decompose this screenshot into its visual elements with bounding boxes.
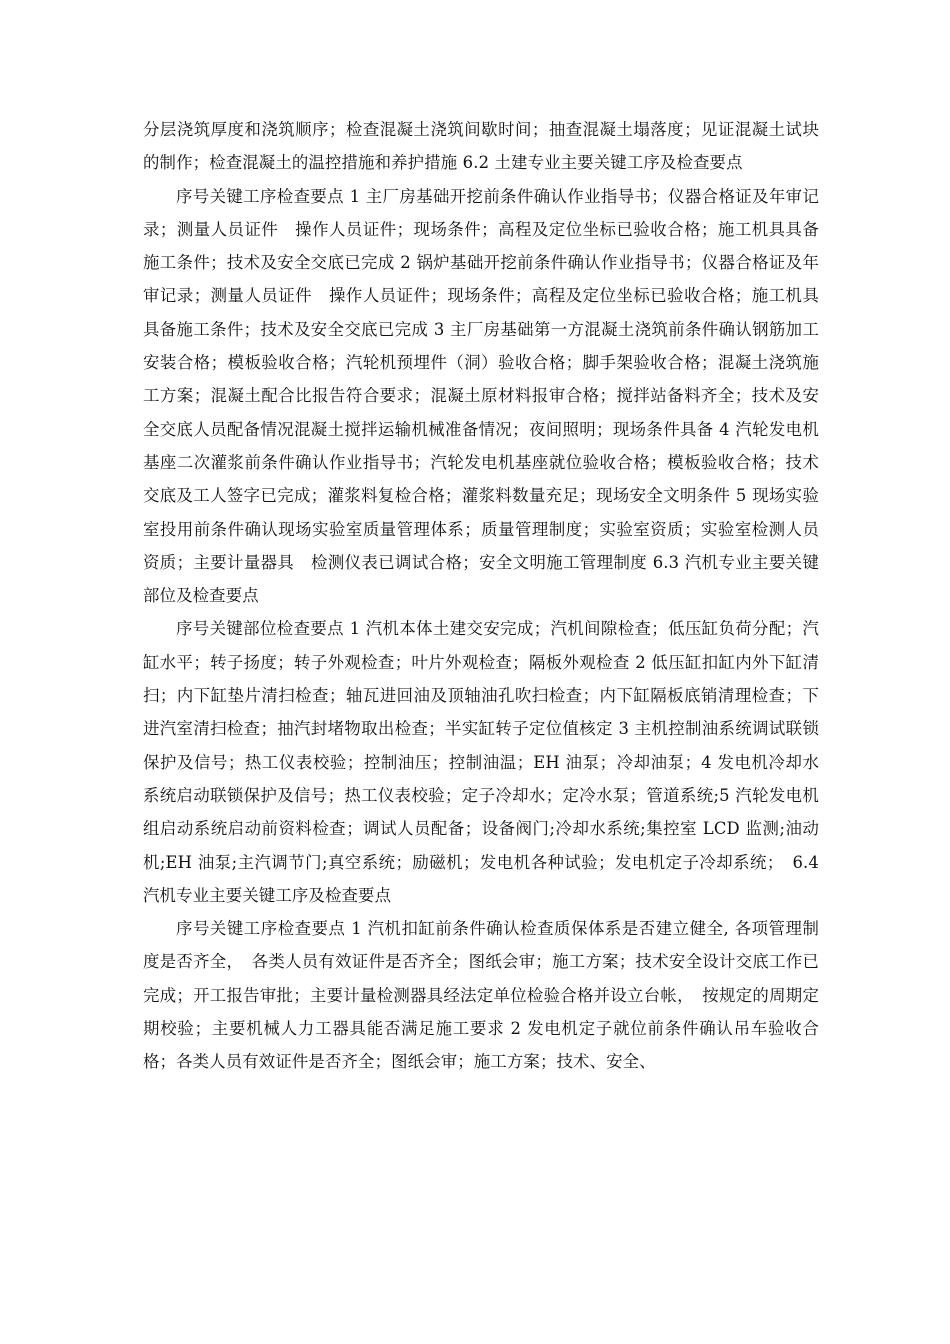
paragraph-4: 序号关键工序检查要点 1 汽机扣缸前条件确认检查质保体系是否建立健全, 各项管理制度是否齐全， 各类人员有效证件是否齐全；图纸会审；施工方案；技术安全设计交底工作已完成；开工报告审批；主要计量检测器具经法定单位检验合格并设立台帐， 按规定的周期定期校验；主要机械人力工器具能否满足施工要求 2 发电机定子就位前条件确认吊车验收合格；各类人员有效证件是否齐全；图纸会审；施工方案；技术、安全、: [143, 919, 819, 1072]
document-body: [143, 113, 819, 1079]
paragraph-1: 分层浇筑厚度和浇筑顺序；检查混凝土浇筑间歇时间；抽查混凝土塌落度；见证混凝土试块的制作；检查混凝土的温控措施和养护措施 6.2 土建专业主要关键工序及检查要点: [143, 120, 819, 173]
paragraph-2: 序号关键工序检查要点 1 主厂房基础开挖前条件确认作业指导书；仪器合格证及年审记录；测量人员证件 操作人员证件；现场条件；高程及定位坐标已验收合格；施工机具具备施工条件；技术及安全交底已完成 2 锅炉基础开挖前条件确认作业指导书；仪器合格证及年审记录；测量人员证件 操作人员证件；现场条件；高程及定位坐标已验收合格；施工机具具备施工条件；技术及安全交底已完成 3 主厂房基础第一方混凝土浇筑前条件确认钢筋加工安装合格；模板验收合格；汽轮机预埋件（洞）验收合格；脚手架验收合格；混凝土浇筑施工方案；混凝土配合比报告符合要求；混凝土原材料报审合格；搅拌站备料齐全；技术及安全交底人员配备情况混凝土搅拌运输机械准备情况；夜间照明；现场条件具备 4 汽轮发电机基座二次灌浆前条件确认作业指导书；汽轮发电机基座就位验收合格；模板验收合格；技术交底及工人签字已完成；灌浆料复检合格；灌浆料数量充足；现场安全文明条件 5 现场实验室投用前条件确认现场实验室质量管理体系；质量管理制度；实验室资质；实验室检测人员资质；主要计量器具 检测仪表已调试合格；安全文明施工管理制度 6.3 汽机专业主要关键部位及检查要点: [143, 186, 819, 606]
paragraph-3: 序号关键部位检查要点 1 汽机本体土建交安完成；汽机间隙检查；低压缸负荷分配；汽缸水平；转子扬度；转子外观检查；叶片外观检查；隔板外观检查 2 低压缸扣缸内外下缸清扫；内下缸垫片清扫检查；轴瓦进回油及顶轴油孔吹扫检查；内下缸隔板底销清理检查；下进汽室清扫检查；抽汽封堵物取出检查；半实缸转子定位值核定 3 主机控制油系统调试联锁保护及信号；热工仪表校验；控制油压；控制油温；EH 油泵；冷却油泵；4 发电机冷却水系统启动联锁保护及信号；热工仪表校验；定子冷却水；定冷水泵；管道系统;5 汽轮发电机组启动系统启动前资料检查；调试人员配备；设备阀门;冷却水系统;集控室 LCD 监测;油动机;EH 油泵;主汽调节门;真空系统；励磁机；发电机各种试验；发电机定子冷却系统； 6.4 汽机专业主要关键工序及检查要点: [143, 619, 819, 905]
